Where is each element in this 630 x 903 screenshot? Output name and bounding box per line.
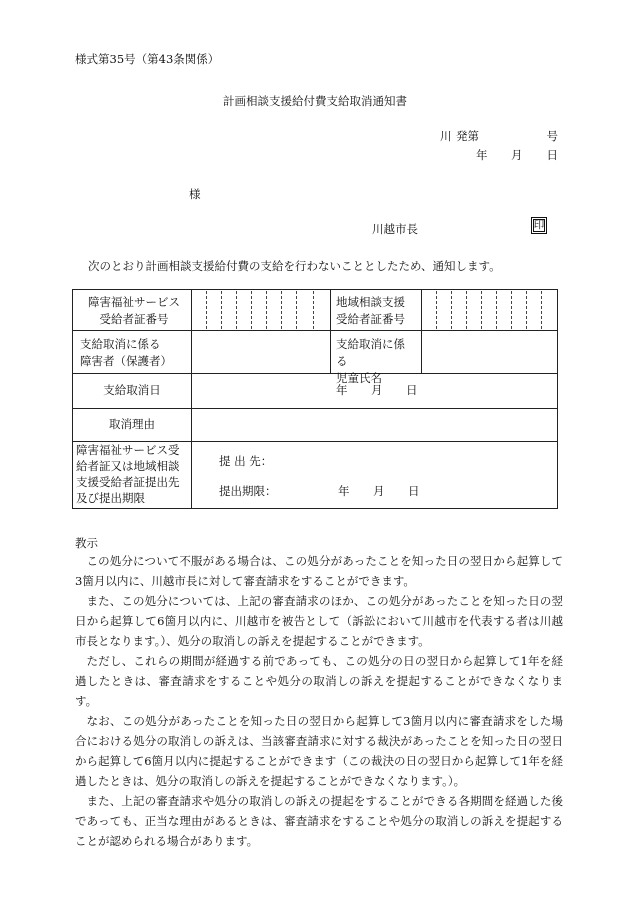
label-line: 支給取消に係る — [80, 337, 161, 351]
digit-box-divider — [541, 291, 542, 329]
reference-number-label: 号 — [546, 129, 558, 143]
digit-box-divider — [526, 291, 527, 329]
community-support-label — [336, 294, 416, 328]
document-title: 計画相談支援給付費支給取消通知書 — [223, 94, 407, 108]
row-divider — [73, 373, 557, 374]
digit-box-divider — [281, 291, 282, 329]
digit-box-divider — [466, 291, 467, 329]
reference-city: 川 — [440, 129, 452, 143]
welfare-service-label — [87, 294, 181, 328]
label-line: 受給者証番号 — [336, 312, 405, 326]
guardian-label — [80, 336, 186, 370]
issue-date-year: 年 — [476, 148, 488, 162]
submit-to-label: 提 出 先： — [219, 454, 273, 468]
row-divider — [73, 408, 557, 409]
notice-paragraph: また、この処分については、上記の審査請求のほか、この処分があったことを知った日の翌日から起算して6箇月以内に、川越市を被告として（訴訟において川越市を代表する者は川越市長となります。）、処分の取消しの訴えを提起することができます。 — [75, 594, 563, 648]
issue-date-day: 日 — [546, 148, 558, 162]
reason-label: 取消理由 — [109, 417, 155, 431]
digit-box-divider — [236, 291, 237, 329]
digit-box-divider — [206, 291, 207, 329]
digit-box-divider — [313, 291, 314, 329]
reference-issue-label: 発第 — [456, 129, 479, 143]
issue-date-month: 月 — [511, 148, 523, 162]
column-divider — [191, 290, 192, 508]
deadline-day: 日 — [408, 484, 420, 498]
digit-box-divider — [266, 291, 267, 329]
notice-heading: 教示 — [75, 536, 98, 550]
label-line: 及び提出期限 — [76, 491, 145, 505]
digit-box-divider — [496, 291, 497, 329]
digit-box-divider — [451, 291, 452, 329]
notice-paragraph: なお、この処分があったことを知った日の翌日から起算して3箇月以内に審査請求をした場合における処分の取消しの訴えは、当該審査請求に対する裁決があったことを知った日の翌日から起算して6箇月以内に提起することができます（この裁決の日の翌日から起算して1年を経過したときは、処分の取消しの訴えを提起することができなくなります。）。 — [75, 714, 563, 788]
notice-paragraph: また、上記の審査請求や処分の取消しの訴えの提起をすることができる各期間を経過した後であっても、正当な理由があるときは、審査請求をすることや処分の取消しの訴えを提起することが認められる場合があります。 — [75, 794, 563, 848]
cancel-date-label: 支給取消日 — [103, 383, 161, 397]
column-divider — [330, 290, 331, 373]
label-line: 給者証又は地域相談 — [76, 459, 180, 473]
label-line: 障害者（保護者） — [80, 354, 172, 368]
digit-box-divider — [511, 291, 512, 329]
digit-box-divider — [251, 291, 252, 329]
label-line: 障害福祉サービス受 — [76, 443, 180, 457]
cancel-date-day: 日 — [406, 383, 418, 397]
label-line: 受給者証番号 — [99, 312, 169, 326]
label-line: 児童氏名 — [336, 371, 382, 385]
label-line: 地域相談支援 — [336, 295, 405, 309]
label-line: 支援受給者証提出先 — [76, 475, 180, 489]
cancellation-form-table — [72, 289, 558, 509]
digit-box-divider — [481, 291, 482, 329]
notice-body — [75, 551, 563, 851]
notice-paragraph: ただし、これらの期間が経過する前であっても、この処分の日の翌日から起算して1年を経過したときは、審査請求をすることや処分の取消しの訴えを提起することができなくなります。 — [75, 654, 563, 708]
label-line: 支給取消に係る — [336, 337, 405, 368]
digit-box-divider — [221, 291, 222, 329]
cancel-date-year: 年 — [336, 383, 348, 397]
issuer-name: 川越市長 — [372, 222, 418, 236]
deadline-label: 提出期限： — [219, 484, 277, 498]
notice-paragraph: この処分について不服がある場合は、この処分があったことを知った日の翌日から起算して3箇月以内に、川越市長に対して審査請求をすることができます。 — [75, 554, 563, 588]
cancel-date-month: 月 — [371, 383, 383, 397]
label-line: 障害福祉サービス — [88, 295, 180, 309]
form-number: 様式第35号（第43条関係） — [75, 52, 220, 66]
intro-text: 次のとおり計画相談支援給付費の支給を行わないこととしたため、通知します。 — [88, 259, 501, 273]
column-divider — [421, 290, 422, 373]
deadline-year: 年 — [338, 484, 350, 498]
row-divider — [73, 330, 557, 331]
digit-box-divider — [436, 291, 437, 329]
submission-label — [76, 442, 188, 506]
digit-box-divider — [296, 291, 297, 329]
seal-stamp: 印 — [531, 217, 547, 234]
child-name-label — [336, 336, 416, 387]
deadline-month: 月 — [373, 484, 385, 498]
addressee-suffix: 様 — [189, 187, 201, 201]
